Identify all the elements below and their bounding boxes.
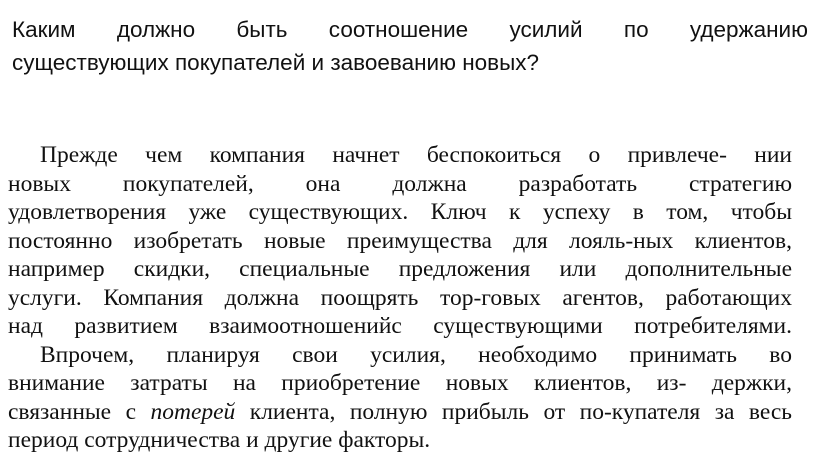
- paragraph-1-line-2: новых покупателей, она должна разработать стратегию: [8, 170, 792, 197]
- paragraph-1-line-7: над развитием взаимоотношенийс существующими потребителями.: [8, 313, 792, 339]
- line-3-text-after: клиента, полную прибыль от по-купателя за весь: [235, 398, 792, 425]
- paragraph-2-line-1: Впрочем, планируя свои усилия, необходимо принимать во: [40, 341, 792, 368]
- paragraph-1: [8, 141, 792, 341]
- paragraph-1-line-6: услуги. Компания должна поощрять тор-говых агентов, работающих: [8, 284, 792, 311]
- paragraph-2-line-3: [8, 398, 792, 427]
- paragraph-1-line-3: удовлетворения уже существующих. Ключ к успеху в том, чтобы: [8, 199, 792, 225]
- paragraph-1-line-5: например скидки, специальные предложения или дополнительные: [8, 256, 792, 282]
- heading-line-2: существующих покупателей и завоеванию новых?: [12, 50, 540, 75]
- page-heading: [12, 13, 808, 79]
- paragraph-1-line-1: Прежде чем компания начнет беспокоиться о привлече- нии: [40, 142, 792, 168]
- paragraph-1-line-4: постоянно изобретать новые преимущества для лояль-ных клиентов,: [8, 227, 792, 254]
- body-text: [8, 141, 792, 455]
- italic-word: потерей: [150, 398, 236, 425]
- paragraph-2-line-4: период сотрудничества и другие факторы.: [8, 427, 431, 453]
- paragraph-2: [8, 341, 792, 455]
- heading-line-1: Каким должно быть соотношение усилий по удержанию: [12, 17, 808, 42]
- line-3-text-before: связанные с: [8, 398, 151, 425]
- paragraph-2-line-2: внимание затраты на приобретение новых клиентов, из- держки,: [8, 370, 792, 396]
